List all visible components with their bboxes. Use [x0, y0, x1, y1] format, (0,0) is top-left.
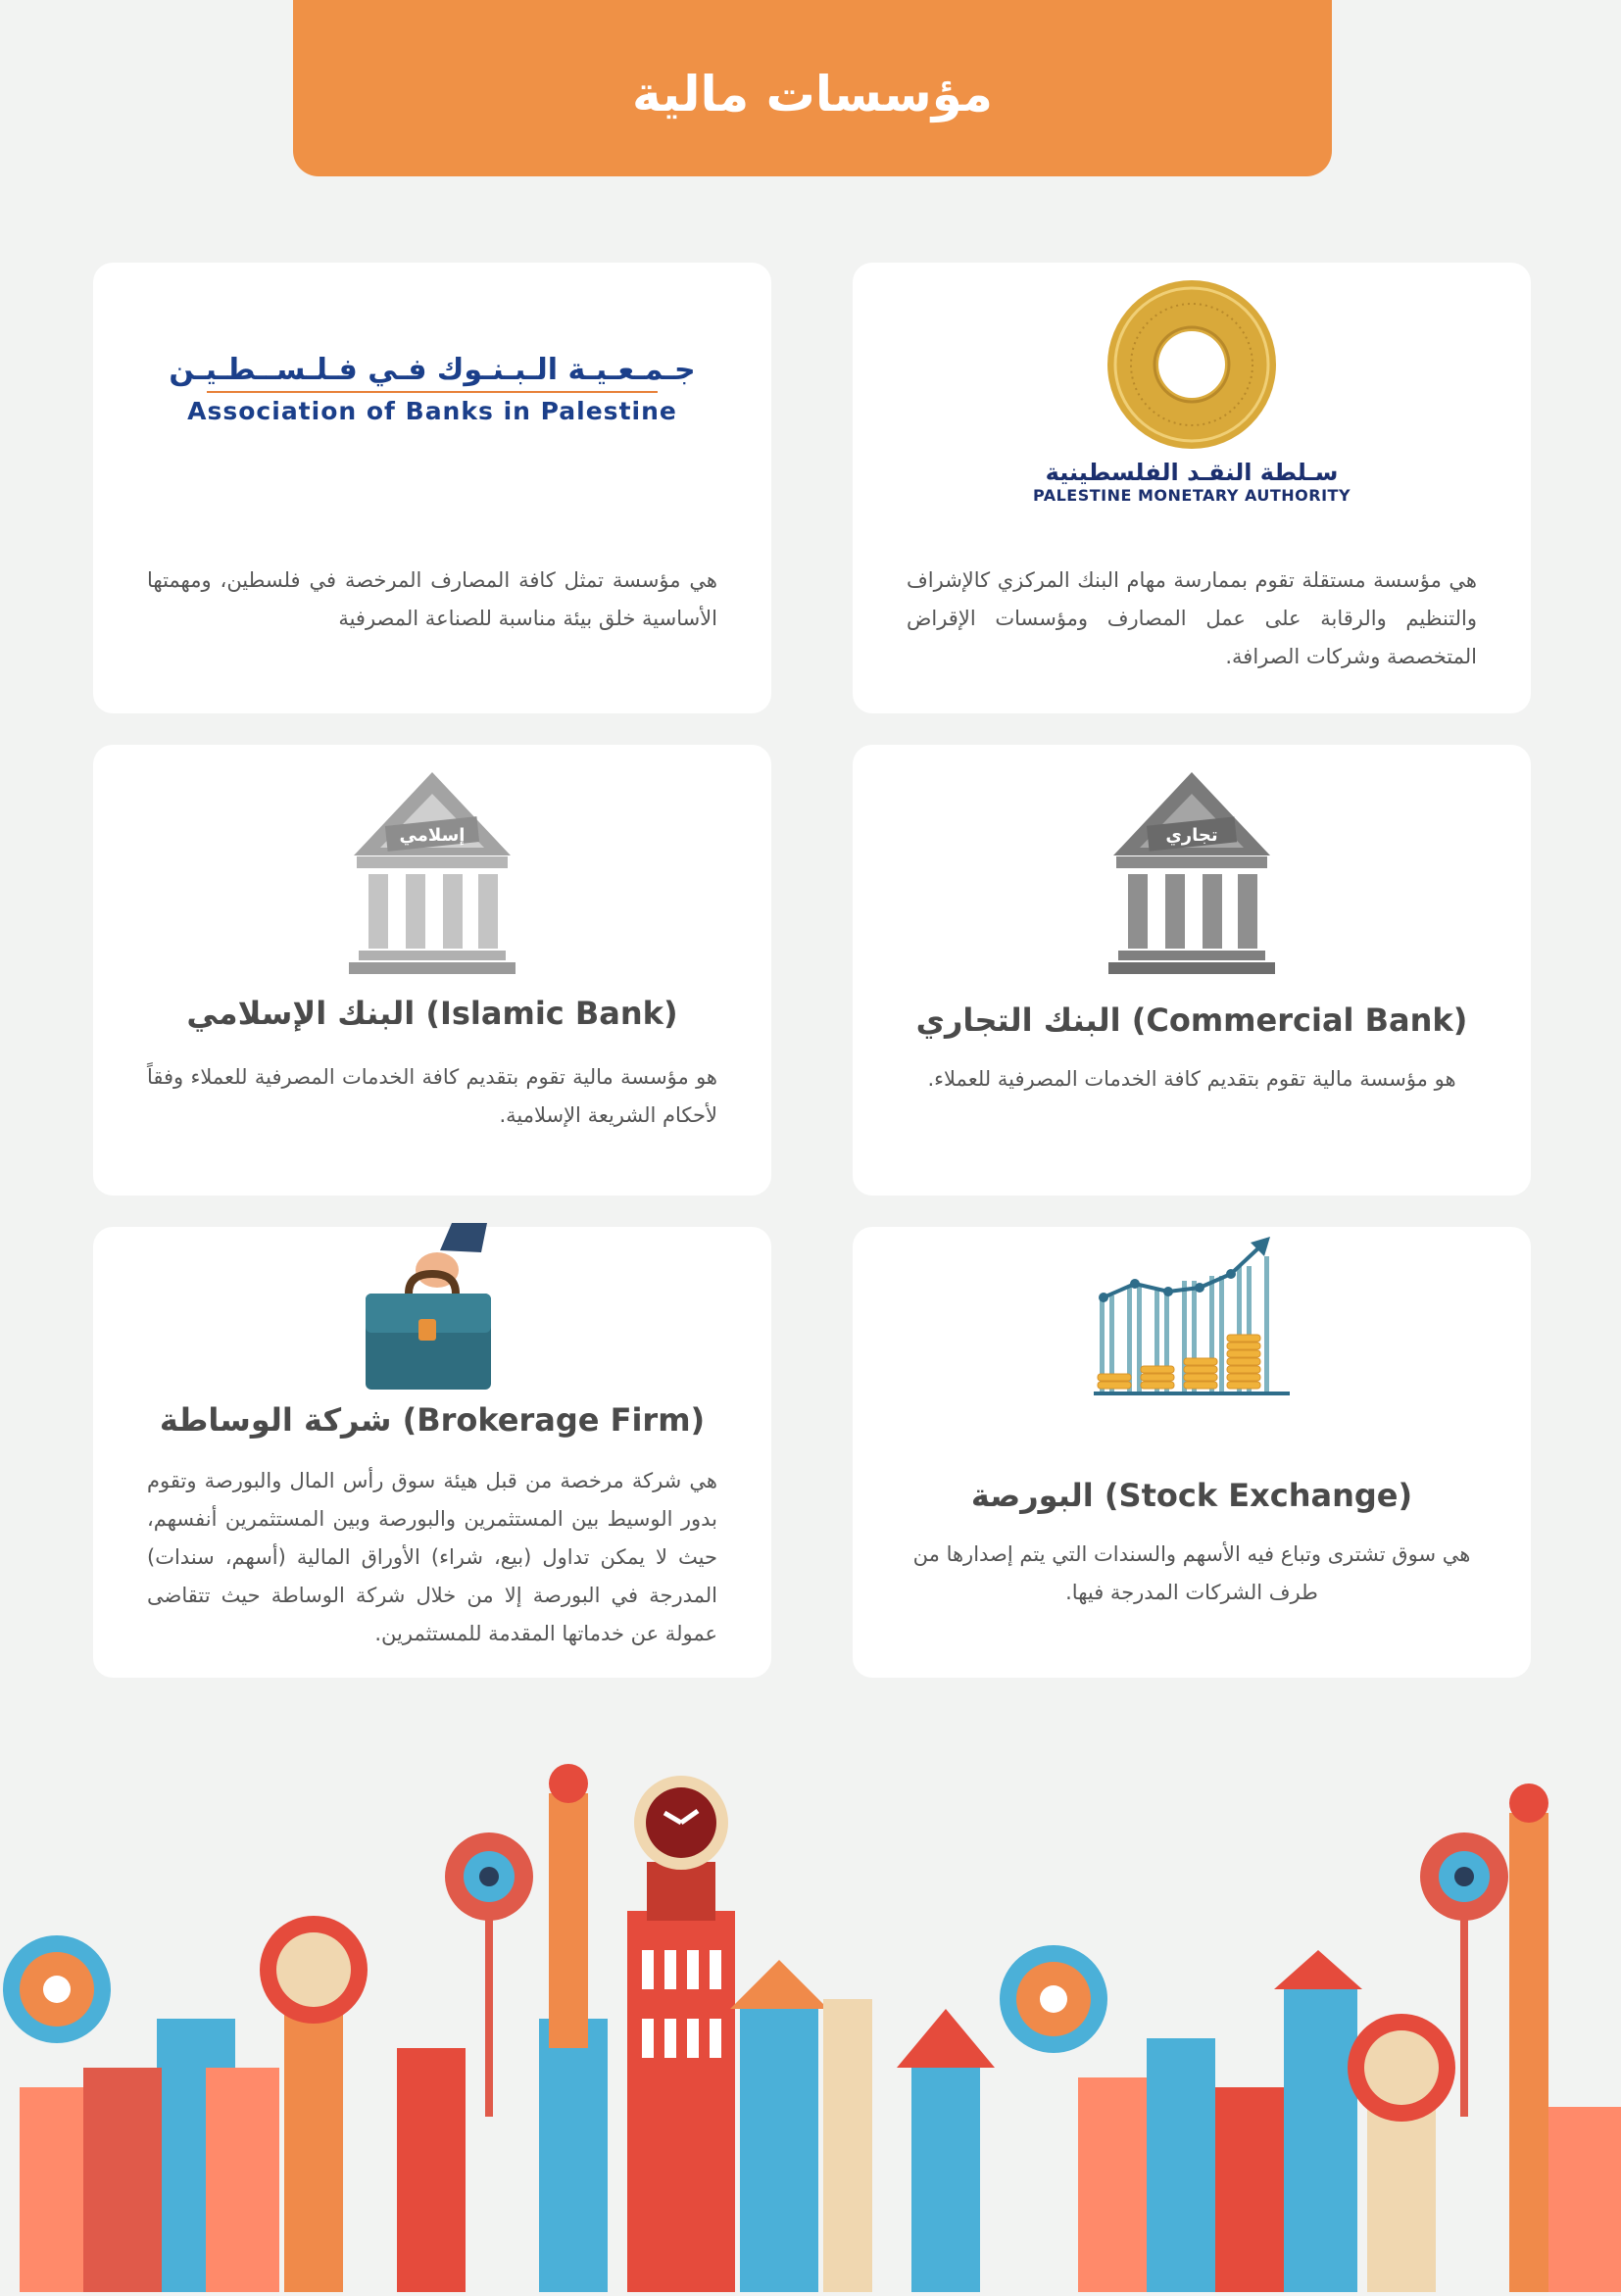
- abp-logo-english: Association of Banks in Palestine: [187, 397, 677, 425]
- stock-exchange-description: هي سوق تشترى وتباع فيه الأسهم والسندات التي يتم إصدارها من طرف الشركات المدرجة فيها.: [912, 1542, 1471, 1604]
- pma-description: هي مؤسسة مستقلة تقوم بممارسة مهام البنك المركزي كالإشراف والتنظيم والرقابة على عمل المصارف ومؤسسات الإقراض المتخصصة وشركات الصرافة.: [907, 568, 1477, 668]
- islamic-bank-description: هو مؤسسة مالية تقوم بتقديم كافة الخدمات المصرفية للعملاء وفقاً لأحكام الشريعة الإسلامية.: [147, 1065, 717, 1127]
- abp-description: هي مؤسسة تمثل كافة المصارف المرخصة في فلسطين، ومهمتها الأساسية خلق بيئة مناسبة للصناعة المصرفية: [147, 568, 717, 630]
- stock-exchange-title: البورصة (Stock Exchange): [970, 1477, 1413, 1514]
- commercial-bank-icon: [853, 772, 1531, 978]
- pma-logo: [853, 459, 1531, 505]
- page-header: [293, 0, 1332, 176]
- commercial-bank-icon-label: تجاري: [1165, 825, 1218, 846]
- city-illustration: [0, 1754, 1621, 2292]
- briefcase-icon: [93, 1223, 771, 1399]
- page-title: مؤسسات مالية: [631, 66, 994, 122]
- card-islamic-bank: [93, 745, 771, 1196]
- abp-logo: [93, 353, 771, 425]
- brokerage-firm-description: هي شركة مرخصة من قبل هيئة سوق رأس المال والبورصة وتقوم بدور الوسيط بين المستثمرين والبورصة وبين المستثمرين أنفسهم، حيث لا يمكن تداول (بيع، شراء) الأوراق المالية (أسهم، سندات) المدرجة في البورصة إلا من خلال شركة الوساطة حيث تتقاضى عمولة عن خدماتها المقدمة للمستثمرين.: [147, 1469, 717, 1645]
- brokerage-firm-title: شركة الوساطة (Brokerage Firm): [159, 1401, 706, 1439]
- islamic-bank-icon: [93, 772, 771, 978]
- commercial-bank-description: هو مؤسسة مالية تقوم بتقديم كافة الخدمات المصرفية للعملاء.: [927, 1067, 1456, 1091]
- abp-logo-divider: [207, 391, 658, 393]
- pma-logo-arabic: سـلطة النقـد الفلسطينية: [1045, 459, 1339, 486]
- card-pma: [853, 263, 1531, 713]
- stock-chart-icon: [853, 1237, 1531, 1403]
- commercial-bank-title: البنك التجاري (Commercial Bank): [915, 1001, 1468, 1039]
- card-stock-exchange: [853, 1227, 1531, 1678]
- islamic-bank-title: البنك الإسلامي (Islamic Bank): [186, 995, 678, 1032]
- card-abp: [93, 263, 771, 713]
- card-commercial-bank: [853, 745, 1531, 1196]
- pma-coin-icon: [853, 276, 1531, 453]
- abp-logo-arabic: جـمـعـيـة الـبـنـوك فـي فـلـســطـيـن: [169, 353, 696, 387]
- card-brokerage-firm: [93, 1227, 771, 1678]
- islamic-bank-icon-label: إسلامي: [399, 825, 466, 846]
- pma-logo-english: PALESTINE MONETARY AUTHORITY: [1032, 486, 1351, 505]
